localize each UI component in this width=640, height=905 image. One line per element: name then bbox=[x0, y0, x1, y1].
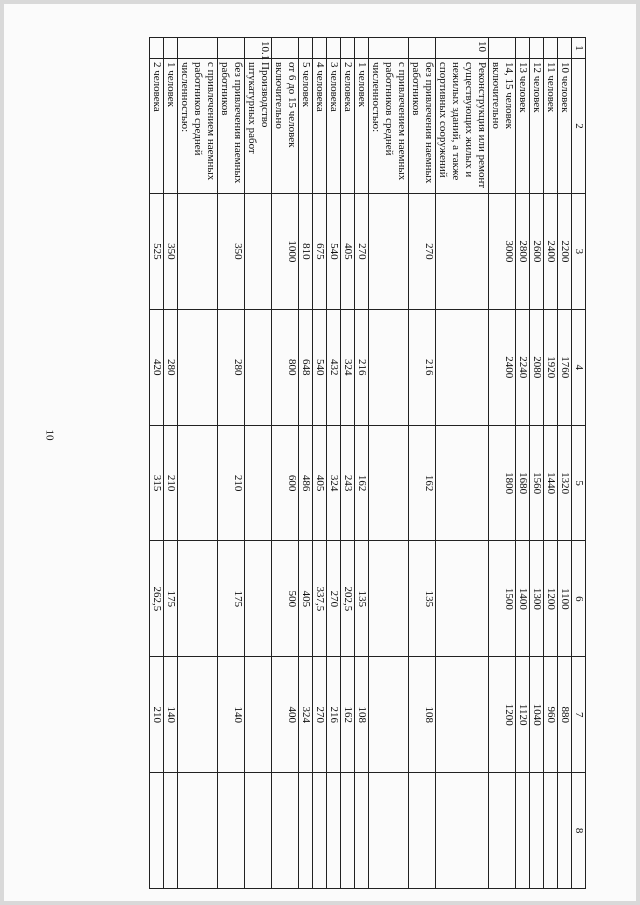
value-cell bbox=[436, 194, 489, 310]
row-number-cell: 10.1 bbox=[245, 38, 272, 59]
row-number-cell bbox=[489, 38, 516, 59]
value-cell: 1120 bbox=[516, 657, 530, 773]
value-cell: 262,5 bbox=[150, 541, 164, 657]
value-cell bbox=[369, 309, 409, 425]
value-cell bbox=[178, 541, 218, 657]
row-label-cell: 14, 15 человек включительно bbox=[489, 59, 516, 194]
value-cell: 960 bbox=[544, 657, 558, 773]
value-cell bbox=[218, 773, 245, 889]
value-cell bbox=[436, 773, 489, 889]
row-number-cell bbox=[516, 38, 530, 59]
value-cell bbox=[436, 425, 489, 541]
row-number-cell bbox=[150, 38, 164, 59]
value-cell: 525 bbox=[150, 194, 164, 310]
row-label-cell: от 6 до 15 человек включительно bbox=[272, 59, 299, 194]
table-row bbox=[178, 38, 218, 889]
value-cell: 2800 bbox=[516, 194, 530, 310]
row-label-cell: 1 человек bbox=[355, 59, 369, 194]
value-cell: 1500 bbox=[489, 541, 516, 657]
row-label-cell: без привлечения наемных работников bbox=[409, 59, 436, 194]
row-label-cell: 5 человек bbox=[299, 59, 313, 194]
value-cell: 140 bbox=[164, 657, 178, 773]
value-cell bbox=[178, 425, 218, 541]
value-cell: 600 bbox=[272, 425, 299, 541]
page-number: 10 bbox=[43, 429, 56, 441]
row-label-cell: 1 человек bbox=[164, 59, 178, 194]
value-cell: 1560 bbox=[530, 425, 544, 541]
value-cell: 800 bbox=[272, 309, 299, 425]
header-cell: 8 bbox=[572, 773, 586, 889]
header-cell: 5 bbox=[572, 425, 586, 541]
value-cell bbox=[369, 773, 409, 889]
value-cell bbox=[150, 773, 164, 889]
value-cell: 420 bbox=[150, 309, 164, 425]
table-row bbox=[530, 38, 544, 889]
document-page bbox=[4, 4, 636, 901]
table-row bbox=[218, 38, 245, 889]
value-cell bbox=[245, 425, 272, 541]
row-number-cell bbox=[369, 38, 409, 59]
value-cell: 315 bbox=[150, 425, 164, 541]
row-label-cell: 2 человека bbox=[341, 59, 355, 194]
value-cell: 108 bbox=[355, 657, 369, 773]
value-cell: 350 bbox=[164, 194, 178, 310]
rotated-table-wrapper bbox=[86, 37, 586, 889]
table-row bbox=[436, 38, 489, 889]
value-cell: 540 bbox=[327, 194, 341, 310]
value-cell bbox=[369, 657, 409, 773]
value-cell bbox=[178, 657, 218, 773]
value-cell: 270 bbox=[355, 194, 369, 310]
value-cell: 324 bbox=[327, 425, 341, 541]
value-cell: 1320 bbox=[558, 425, 572, 541]
header-cell: 7 bbox=[572, 657, 586, 773]
value-cell: 1800 bbox=[489, 425, 516, 541]
value-cell: 216 bbox=[355, 309, 369, 425]
table-row bbox=[489, 38, 516, 889]
value-cell: 1920 bbox=[544, 309, 558, 425]
row-number-cell bbox=[313, 38, 327, 59]
value-cell: 280 bbox=[218, 309, 245, 425]
value-cell: 210 bbox=[150, 657, 164, 773]
row-number-cell bbox=[164, 38, 178, 59]
value-cell: 216 bbox=[409, 309, 436, 425]
value-cell: 1200 bbox=[489, 657, 516, 773]
value-cell: 270 bbox=[313, 657, 327, 773]
value-cell: 270 bbox=[409, 194, 436, 310]
value-cell: 162 bbox=[409, 425, 436, 541]
value-cell: 175 bbox=[164, 541, 178, 657]
value-cell bbox=[327, 773, 341, 889]
row-label-cell: с привлечением наемных работников средней численностью: bbox=[178, 59, 218, 194]
value-cell bbox=[178, 309, 218, 425]
table-viewport bbox=[86, 37, 586, 889]
value-cell bbox=[436, 657, 489, 773]
value-cell: 2080 bbox=[530, 309, 544, 425]
value-cell bbox=[164, 773, 178, 889]
value-cell bbox=[299, 773, 313, 889]
value-cell bbox=[369, 425, 409, 541]
value-cell: 162 bbox=[341, 657, 355, 773]
table-row bbox=[299, 38, 313, 889]
value-cell: 108 bbox=[409, 657, 436, 773]
table-header-row bbox=[572, 38, 586, 889]
value-cell: 202,5 bbox=[341, 541, 355, 657]
value-cell: 432 bbox=[327, 309, 341, 425]
row-label-cell: с привлечением наемных работников средней численностью: bbox=[369, 59, 409, 194]
table-row bbox=[327, 38, 341, 889]
value-cell bbox=[245, 773, 272, 889]
value-cell bbox=[544, 773, 558, 889]
value-cell: 2400 bbox=[489, 309, 516, 425]
row-label-cell: 4 человека bbox=[313, 59, 327, 194]
row-number-cell: 10 bbox=[436, 38, 489, 59]
value-cell: 337,5 bbox=[313, 541, 327, 657]
row-label-cell: 10 человек bbox=[558, 59, 572, 194]
value-cell: 400 bbox=[272, 657, 299, 773]
row-label-cell: Реконструкция или ремонт существующих жилых и нежилых зданий, а также спортивных сооружений bbox=[436, 59, 489, 194]
value-cell: 135 bbox=[355, 541, 369, 657]
table-row bbox=[558, 38, 572, 889]
value-cell: 1400 bbox=[516, 541, 530, 657]
table-row bbox=[245, 38, 272, 889]
value-cell: 486 bbox=[299, 425, 313, 541]
row-number-cell bbox=[341, 38, 355, 59]
value-cell: 405 bbox=[313, 425, 327, 541]
row-label-cell: 2 человека bbox=[150, 59, 164, 194]
value-cell: 2200 bbox=[558, 194, 572, 310]
row-label-cell: 13 человек bbox=[516, 59, 530, 194]
value-cell: 270 bbox=[327, 541, 341, 657]
header-cell: 3 bbox=[572, 194, 586, 310]
value-cell: 2240 bbox=[516, 309, 530, 425]
value-cell: 2400 bbox=[544, 194, 558, 310]
header-cell: 6 bbox=[572, 541, 586, 657]
row-number-cell bbox=[355, 38, 369, 59]
table-row bbox=[150, 38, 164, 889]
table-row bbox=[272, 38, 299, 889]
value-cell: 648 bbox=[299, 309, 313, 425]
value-cell bbox=[245, 309, 272, 425]
row-number-cell bbox=[272, 38, 299, 59]
value-cell bbox=[369, 194, 409, 310]
value-cell: 405 bbox=[299, 541, 313, 657]
value-cell: 810 bbox=[299, 194, 313, 310]
value-cell: 135 bbox=[409, 541, 436, 657]
value-cell: 162 bbox=[355, 425, 369, 541]
table-row bbox=[341, 38, 355, 889]
value-cell: 675 bbox=[313, 194, 327, 310]
value-cell: 324 bbox=[341, 309, 355, 425]
value-cell: 1760 bbox=[558, 309, 572, 425]
value-cell bbox=[313, 773, 327, 889]
value-cell bbox=[341, 773, 355, 889]
header-cell: 2 bbox=[572, 59, 586, 194]
value-cell bbox=[355, 773, 369, 889]
value-cell bbox=[489, 773, 516, 889]
row-number-cell bbox=[530, 38, 544, 59]
value-cell: 1100 bbox=[558, 541, 572, 657]
value-cell bbox=[245, 541, 272, 657]
value-cell: 3000 bbox=[489, 194, 516, 310]
value-cell: 140 bbox=[218, 657, 245, 773]
value-cell bbox=[178, 194, 218, 310]
table-row bbox=[409, 38, 436, 889]
table-row bbox=[369, 38, 409, 889]
row-number-cell bbox=[327, 38, 341, 59]
row-number-cell bbox=[299, 38, 313, 59]
value-cell: 175 bbox=[218, 541, 245, 657]
header-cell: 1 bbox=[572, 38, 586, 59]
value-cell: 880 bbox=[558, 657, 572, 773]
value-cell bbox=[272, 773, 299, 889]
value-cell: 324 bbox=[299, 657, 313, 773]
value-cell: 280 bbox=[164, 309, 178, 425]
value-cell bbox=[516, 773, 530, 889]
value-cell bbox=[245, 657, 272, 773]
row-number-cell bbox=[178, 38, 218, 59]
row-label-cell: Производство штукатурных работ bbox=[245, 59, 272, 194]
value-cell bbox=[436, 309, 489, 425]
table-row bbox=[544, 38, 558, 889]
row-label-cell: 12 человек bbox=[530, 59, 544, 194]
row-number-cell bbox=[409, 38, 436, 59]
value-cell: 210 bbox=[218, 425, 245, 541]
value-cell bbox=[245, 194, 272, 310]
row-number-cell bbox=[218, 38, 245, 59]
value-cell: 350 bbox=[218, 194, 245, 310]
value-cell bbox=[558, 773, 572, 889]
row-number-cell bbox=[544, 38, 558, 59]
value-cell: 243 bbox=[341, 425, 355, 541]
value-cell: 1200 bbox=[544, 541, 558, 657]
row-label-cell: 3 человека bbox=[327, 59, 341, 194]
value-cell: 1040 bbox=[530, 657, 544, 773]
row-number-cell bbox=[558, 38, 572, 59]
value-cell: 1440 bbox=[544, 425, 558, 541]
row-label-cell: 11 человек bbox=[544, 59, 558, 194]
tariff-table bbox=[149, 37, 586, 889]
value-cell: 1300 bbox=[530, 541, 544, 657]
value-cell bbox=[530, 773, 544, 889]
value-cell: 1000 bbox=[272, 194, 299, 310]
value-cell: 540 bbox=[313, 309, 327, 425]
table-row bbox=[516, 38, 530, 889]
table-row bbox=[355, 38, 369, 889]
table-row bbox=[313, 38, 327, 889]
value-cell bbox=[178, 773, 218, 889]
value-cell: 2600 bbox=[530, 194, 544, 310]
header-cell: 4 bbox=[572, 309, 586, 425]
value-cell: 210 bbox=[164, 425, 178, 541]
value-cell bbox=[409, 773, 436, 889]
value-cell: 1680 bbox=[516, 425, 530, 541]
table-row bbox=[164, 38, 178, 889]
row-label-cell: без привлечения наемных работников bbox=[218, 59, 245, 194]
value-cell: 405 bbox=[341, 194, 355, 310]
value-cell: 216 bbox=[327, 657, 341, 773]
value-cell: 500 bbox=[272, 541, 299, 657]
value-cell bbox=[436, 541, 489, 657]
value-cell bbox=[369, 541, 409, 657]
